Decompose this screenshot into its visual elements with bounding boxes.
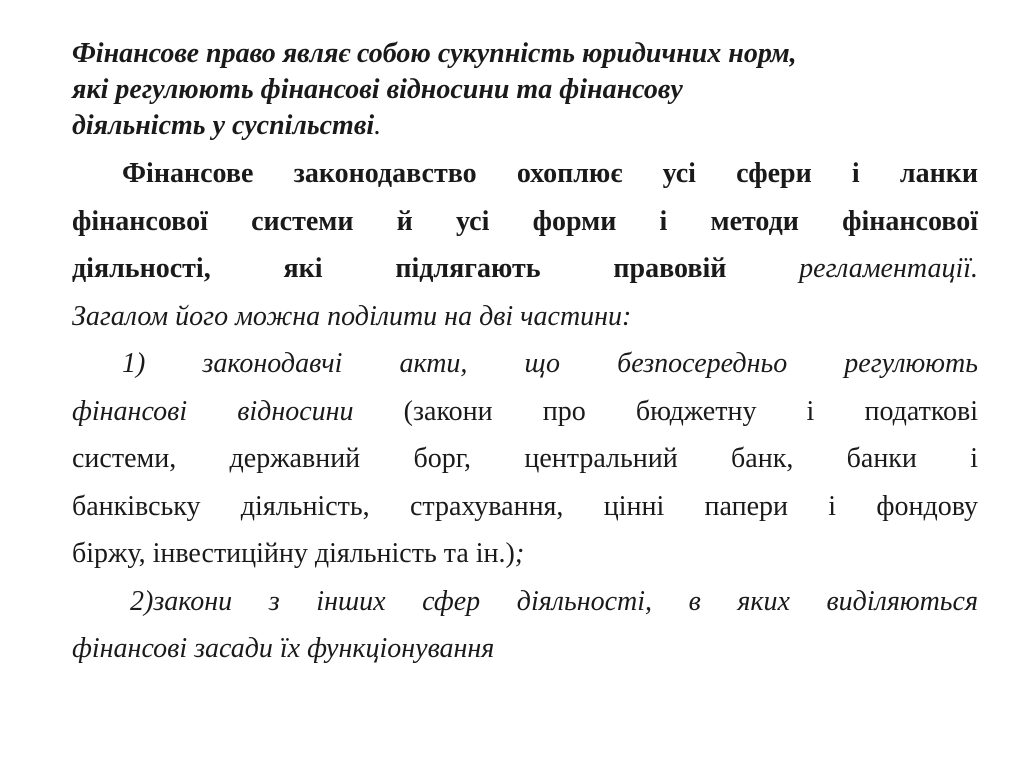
definition-line: Фінансове право являє собою сукупність юридичних норм, [72,38,797,69]
list-item-text: (закони про бюджетну і податкові [403,395,978,427]
list-item-line [72,530,978,578]
list-item-line: 2)закони з інших сфер діяльності, в яких виділяються [130,585,978,617]
paragraph-line: Фінансове законодавство охоплює усі сфери і ланки [122,158,978,189]
definition-line: які регулюють фінансові відносини та фінансову [72,74,683,105]
list-item-line: фінансові засади їх функціонування [72,633,495,664]
paragraph-line [72,245,978,293]
list-item-line [72,388,978,436]
main-text [72,150,978,673]
list-item-line: системи, державний борг, центральний банк, банки і [72,443,978,474]
definition-period: . [374,110,382,141]
list-item-line: 1) законодавчі акти, що безпосередньо регулюють [122,348,978,379]
list-item-italic-text: фінансові відносини [72,395,354,427]
definition-line-text: діяльність у суспільстві [72,110,375,141]
definition-line [72,108,972,144]
definition-text [72,36,972,144]
list-item-text: біржу, інвестиційну діяльність та ін.) [72,538,515,569]
paragraph-italic-text: регламентації. [799,253,978,284]
paragraph-bold-text: діяльності, які підлягають правовій [72,253,727,284]
paragraph-line: Загалом його можна поділити на дві частини: [72,300,632,332]
list-item-semicolon: ; [514,538,525,569]
list-item-line: банківську діяльність, страхування, цінні папери і фондову [72,490,978,522]
paragraph-line: фінансової системи й усі форми і методи фінансової [72,205,978,237]
